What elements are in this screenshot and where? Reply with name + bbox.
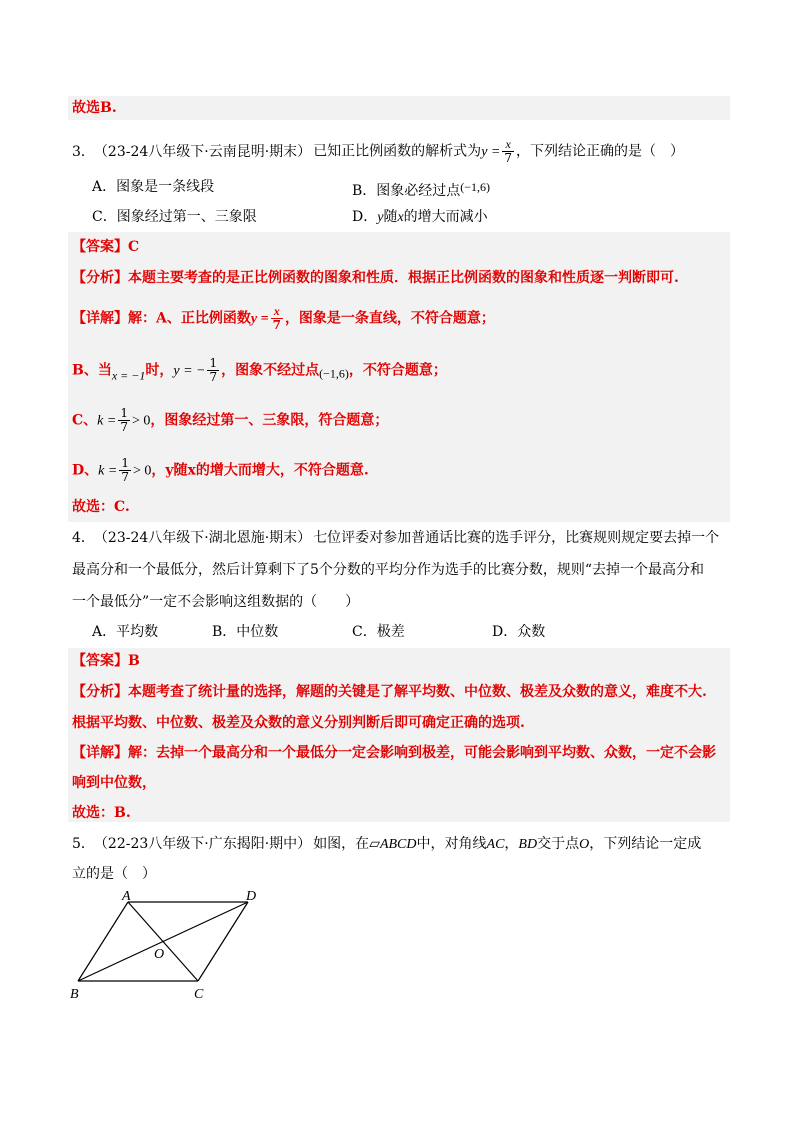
- q3-detail-a-den: 7: [272, 318, 281, 332]
- q3-option-d-post: 的增大而减小: [403, 209, 488, 225]
- q4-analysis-line1: [72, 682, 707, 702]
- q4-stem-line2: 最高分和一个最低分，然后计算剩下了5个分数的平均分作为选手的比赛分数，规则“去掉一个最高分和: [72, 562, 705, 578]
- q4-option-c: C．极差: [352, 624, 405, 640]
- q3-detail-c-num: 1: [120, 406, 128, 420]
- q5-bd: BD: [518, 837, 538, 852]
- q4-source: （23-24八年级下·湖北恩施·期末）: [100, 530, 312, 546]
- q3-detail-b-num: 1: [209, 356, 218, 370]
- q3-formula-lhs: y =: [481, 144, 501, 160]
- q3-detail-c: [72, 407, 388, 434]
- q3-detail-a-num: x: [271, 305, 283, 319]
- q3-detail-d-den: 7: [121, 470, 129, 484]
- center-label-o: O: [154, 947, 165, 962]
- q3-detail-b-point: (−1,6): [319, 366, 349, 381]
- q5-stem-b: 中，对角线: [416, 836, 487, 852]
- q3-analysis-text: 本题主要考查的是正比例函数的图象和性质．根据正比例函数的图象和性质逐一判断即可.: [128, 270, 679, 286]
- q3-detail-d: [72, 457, 369, 484]
- vertex-label-b: B: [70, 987, 79, 1002]
- q3-detail-c-pre: C、: [72, 412, 98, 429]
- q4-detail-line1: [72, 743, 716, 763]
- q4-answer-value: B: [128, 653, 140, 669]
- q5-number: 5．: [72, 836, 95, 852]
- q3-detail-c-gt: > 0: [131, 413, 151, 429]
- q4-line1: 七位评委对参加普通话比赛的选手评分，比赛规则规定要去掉一个: [313, 530, 720, 546]
- q3-detail-d-k: k =: [98, 463, 118, 479]
- q3-detail-b-time: 时，: [145, 362, 174, 379]
- q3-option-d-x: x: [397, 210, 404, 225]
- q3-formula-fraction: [502, 138, 514, 165]
- vertex-label-d: D: [246, 889, 257, 904]
- q5-comma: ，: [504, 836, 519, 852]
- q3-detail-c-k: k =: [97, 413, 117, 429]
- q5-shape: ▱ABCD: [369, 837, 417, 852]
- q4-analysis-label: 【分析】: [72, 684, 128, 700]
- q3-detail-d-num: 1: [121, 456, 129, 470]
- q4-option-b: B．中位数: [212, 624, 279, 640]
- q3-analysis: [72, 268, 679, 288]
- q4-analysis-text1: 本题考查了统计量的选择，解题的关键是了解平均数、中位数、极差及众数的意义，难度不大.: [128, 684, 707, 700]
- q5-ac: AC: [486, 837, 505, 852]
- q3-option-d: [352, 207, 488, 228]
- q3-detail-b-pre: B、当: [72, 362, 112, 379]
- vertex-label-a: A: [122, 889, 131, 904]
- q3-detail-b-fraction: [207, 357, 219, 384]
- q3-detail-a: [72, 305, 495, 332]
- q3-detail-d-gt: > 0: [132, 463, 152, 479]
- q4-answer: [72, 651, 140, 671]
- q4-option-d: D．众数: [492, 624, 546, 640]
- q5-source: （22-23八年级下·广东揭阳·期中）: [100, 836, 312, 852]
- q4-solution-block: [68, 648, 730, 822]
- q4-detail-label: 【详解】: [72, 745, 128, 761]
- prev-conclusion: 故选B.: [72, 100, 117, 116]
- vertex-label-c: C: [194, 987, 204, 1002]
- q3-detail-c-fraction: [118, 407, 130, 434]
- q4-detail-text1: 解：去掉一个最高分和一个最低分一定会影响到极差，可能会影响到平均数、众数，一定不会影: [128, 745, 716, 761]
- q3-detail-label: 【详解】: [72, 310, 128, 327]
- q4-detail-line2: 响到中位数，: [72, 775, 156, 791]
- q3-source: （23-24八年级下·云南昆明·期末）: [100, 143, 312, 160]
- q3-detail-b-cond: x = −1: [111, 368, 146, 383]
- answer-block-prev: [68, 96, 730, 120]
- q3-detail-c-post: ，图象经过第一、三象限，符合题意；: [150, 412, 389, 429]
- q3-option-a: A．图象是一条线段: [92, 179, 215, 195]
- q3-detail-b-mid: ，图象不经过点: [221, 362, 320, 379]
- q3-answer: [72, 237, 139, 257]
- q3-detail-a-fraction: [271, 305, 283, 332]
- q3-option-d-mid: 随: [383, 209, 398, 225]
- q3-option-b: [352, 177, 490, 201]
- q3-option-b-text: B．图象必经过点: [352, 183, 461, 199]
- q3-option-d-pre: D．: [352, 209, 378, 225]
- q3-detail-d-pre: D、: [72, 462, 99, 479]
- q4-analysis-line2: 根据平均数、中位数、极差及众数的意义分别判断后即可确定正确的选项.: [72, 715, 525, 731]
- q4-answer-label: 【答案】: [72, 653, 128, 669]
- q4-option-a: A．平均数: [92, 624, 159, 640]
- q5-stem-line2: 立的是（ ）: [72, 866, 156, 882]
- q3-detail-b-den: 7: [209, 370, 218, 384]
- q3-stem: [72, 138, 684, 165]
- q5-stem-line1: [72, 834, 701, 855]
- q4-stem-line1: [72, 528, 719, 548]
- q3-detail-b: [72, 357, 447, 386]
- q5-stem-a: 如图，在: [313, 836, 370, 852]
- q4-stem-line3: 一个最低分”一定不会影响这组数据的（ ）: [72, 594, 360, 610]
- q3-detail-a-pre: 解：A、正比例函数: [128, 310, 251, 327]
- q3-option-c: C．图象经过第一、三象限: [92, 209, 257, 225]
- q5-o: O: [579, 837, 590, 852]
- q3-conclusion: 故选：C.: [72, 499, 130, 515]
- q5-stem-c: 交于点: [537, 836, 580, 852]
- q3-answer-value: C: [128, 239, 140, 255]
- q3-formula-den: 7: [504, 151, 512, 165]
- q3-detail-d-post: ，y随x的增大而增大，不符合题意.: [151, 462, 369, 479]
- q3-answer-label: 【答案】: [72, 239, 128, 255]
- q3-option-d-y: y: [377, 210, 384, 225]
- parallelogram-figure: [66, 888, 266, 1008]
- q3-option-b-point: (−1,6): [460, 180, 491, 194]
- q3-number: 3．: [72, 143, 95, 160]
- q3-detail-a-lhs: y =: [250, 311, 269, 327]
- q3-stem-a: 已知正比例函数的解析式为: [313, 143, 482, 160]
- q3-detail-d-fraction: [119, 457, 131, 484]
- q3-analysis-label: 【分析】: [72, 270, 128, 286]
- q3-formula-num: x: [502, 138, 514, 152]
- q3-stem-b: ，下列结论正确的是（ ）: [516, 143, 684, 160]
- q4-number: 4．: [72, 530, 95, 546]
- q3-detail-b-lhs: y = −: [173, 363, 206, 379]
- q3-detail-b-post: ，不符合题意；: [348, 362, 447, 379]
- q4-conclusion: 故选：B.: [72, 805, 131, 821]
- q3-detail-a-post: ，图象是一条直线，不符合题意；: [284, 310, 495, 327]
- q5-stem-d: ，下列结论一定成: [589, 836, 702, 852]
- q3-detail-c-den: 7: [120, 420, 128, 434]
